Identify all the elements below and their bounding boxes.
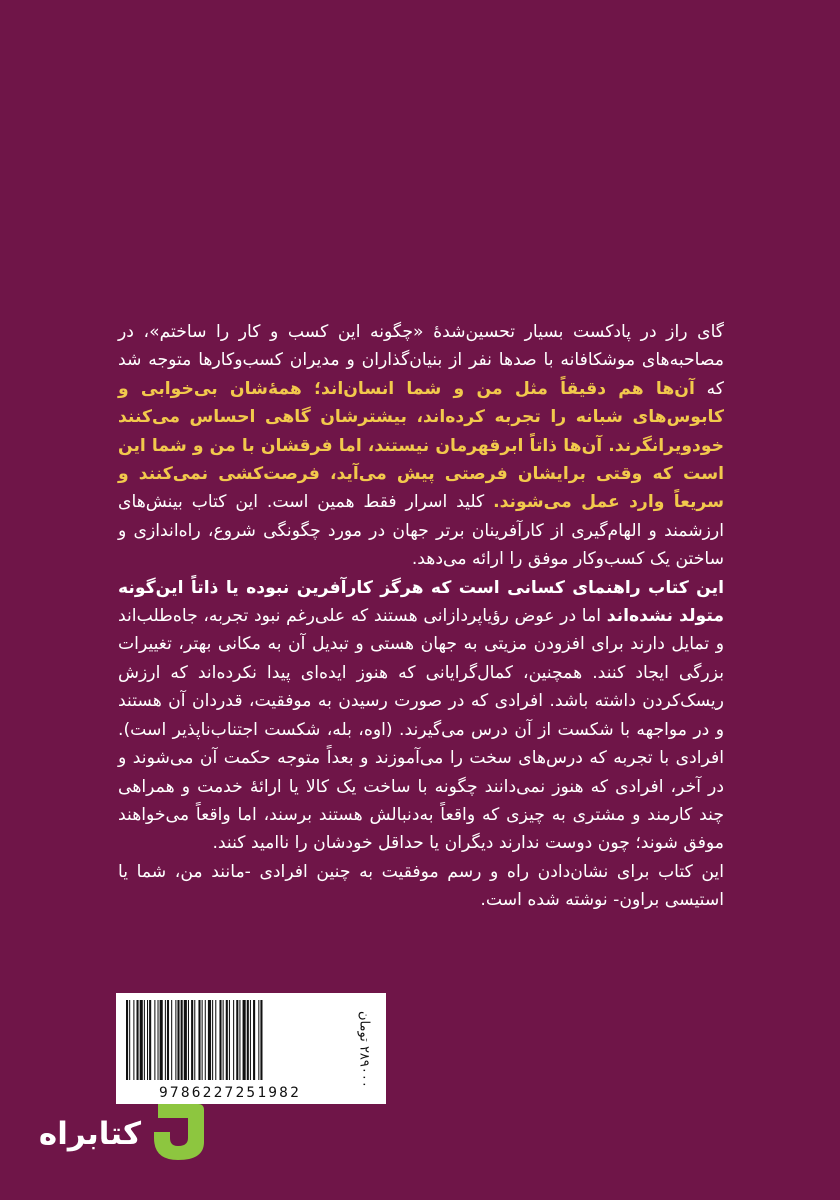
barcode-bar [158,1000,159,1080]
barcode-bar [154,1000,155,1080]
blurb-paragraph-2 [118,574,724,858]
logo-text: کتابراه [38,1116,142,1152]
ketabrah-logo [30,1092,220,1172]
barcode-bar [223,1000,224,1080]
blurb-p2-body: اما در عوض رؤیاپردازانی هستند که علی‌رغم نبود تجربه، جاه‌طلب‌اند و تمایل دارند برای افزودن مزیتی به جهان هستی و تبدیل آن به مکانی بهتر، تغییرات بزرگی ایجاد کنند. همچنین، کمال‌گرایانی که هنوز ایده‌ای پیدا نکرده‌اند که ارزش ریسک‌کردن داشته باشد. افرادی که در صورت رسیدن به موفقیت، قدردان آن هستند و در مواجهه با شکست از آن درس می‌گیرند. (اوه، بله، شکست اجتناب‌ناپذیر است). افرادی با تجربه که درس‌های سخت را می‌آموزند و بعداً متوجه حکمت آن می‌شوند و در آخر، افرادی که هنوز نمی‌دانند چگونه با ساخت یک کالا یا ارائهٔ خدمت و همراهی چند کارمند و مشتری به چیزی که واقعاً به‌دنبالش هستند برسند، اما واقعاً می‌خواهند موفق شوند؛ چون دوست ندارند دیگران یا حداقل خودشان را ناامید کنند. [118,606,724,854]
barcode-bar [243,1000,246,1080]
barcode-bar [198,1000,200,1080]
barcode-bar [208,1000,211,1080]
blurb-p2-lead: این کتاب راهنمای کسانی است که هرگز کارآفرین نبوده یا ذاتاً این‌گونه متولد نشده‌اند [118,577,724,627]
blurb-p1-intro: گای راز در پادکست بسیار تحسین‌شدهٔ «چگونه این کسب و کار را ساختم»، در مصاحبه‌های موشکافانه با صدها نفر از بنیان‌گذاران و مدیران کسب‌وکارها متوجه شد که [118,322,724,399]
isbn-barcode [116,993,386,1104]
price-label: ۲۸۹۰۰۰ تومان [356,1010,372,1088]
barcode-bar [191,1000,193,1080]
barcode-bar [194,1000,195,1080]
barcode-bar [236,1000,238,1080]
barcode-bar [184,1000,187,1080]
barcode-bar [171,1000,172,1080]
barcode-bar [215,1000,216,1080]
barcode-bar [253,1000,255,1080]
barcode-bar [133,1000,134,1080]
barcode-bar [175,1000,176,1080]
barcode-bar [188,1000,189,1080]
blurb-p1-highlight: آن‌ها هم دقیقاً مثل من و شما انسان‌اند؛ همهٔ‌شان بی‌خوابی و کابوس‌های شبانه را تجربه کرده‌اند، بیشترشان گاهی احساس می‌کنند خودویرانگرند. آن‌ها ذاتاً ابرقهرمان نیستند، اما فرقشان با من و شما این است که وقتی برایشان فرصتی پیش می‌آید، فرصت‌کشی نمی‌کنند و سریعاً وارد عمل می‌شوند. [118,378,724,513]
barcode-bar [149,1000,151,1080]
barcode-bars [124,1000,336,1080]
isbn-digits: 9786227251982 [158,1085,302,1101]
blurb-text [118,318,724,915]
barcode-bar [250,1000,251,1080]
barcode-bar [202,1000,203,1080]
barcode-bar [177,1000,179,1080]
barcode-bar [137,1000,139,1080]
barcode-bar [140,1000,143,1080]
barcode-bar [129,1000,130,1080]
barcode-bar [219,1000,221,1080]
barcode-bar [126,1000,128,1080]
barcode-bar [147,1000,148,1080]
blurb-paragraph-1 [118,318,724,574]
barcode-bar [205,1000,206,1080]
barcode-bar [165,1000,166,1080]
barcode-bar [233,1000,234,1080]
barcode-bar [258,1000,259,1080]
barcode-bar [212,1000,213,1080]
barcode-bar [239,1000,240,1080]
barcode-bar [247,1000,249,1080]
barcode-bar [260,1000,262,1080]
barcode-bar [181,1000,183,1080]
barcode-bar [226,1000,228,1080]
blurb-paragraph-3: این کتاب برای نشان‌دادن راه و رسم موفقیت به چنین افرادی -مانند من، شما یا استیسی براون- نوشته شده است. [118,861,724,911]
logo-badge-icon [148,1098,208,1164]
barcode-bar [144,1000,145,1080]
barcode-bar [229,1000,230,1080]
blurb-p1-outro: کلید اسرار فقط همین است. این کتاب بینش‌های ارزشمند و الهام‌گیری از کارآفرینان برتر جهان در مورد چگونگی شروع، راه‌اندازی و ساختن یک کسب‌وکار موفق را ارائه می‌دهد. [118,492,724,570]
barcode-bar [160,1000,163,1080]
barcode-bar [167,1000,169,1080]
